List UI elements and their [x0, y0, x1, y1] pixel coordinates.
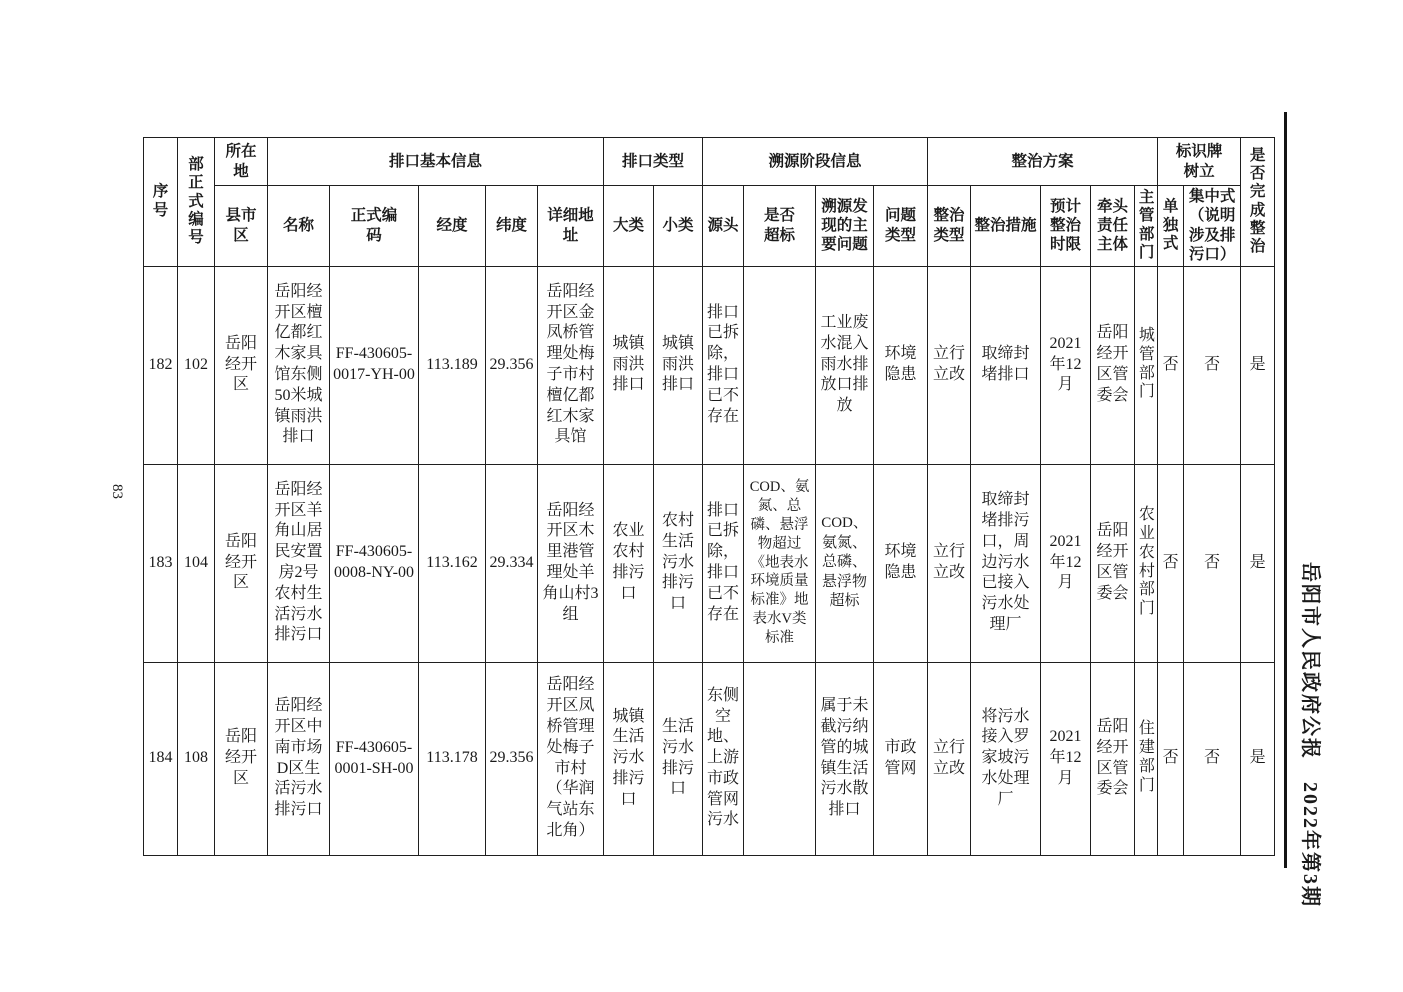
cell-official-code: FF-430605-0008-NY-00 — [330, 464, 419, 662]
cell-longitude: 113.189 — [419, 266, 486, 464]
header-standalone: 单独式 — [1158, 186, 1184, 267]
cell-ministry-code: 104 — [178, 464, 215, 662]
cell-standalone: 否 — [1158, 266, 1184, 464]
header-outlet-type: 排口类型 — [604, 138, 703, 186]
cell-latitude: 29.334 — [486, 464, 538, 662]
cell-main-problem: 属于未截污纳管的城镇生活污水散排口 — [816, 662, 874, 855]
header-major-class: 大类 — [604, 186, 654, 267]
cell-county: 岳阳经开区 — [215, 662, 268, 855]
cell-expected-deadline: 2021年12月 — [1041, 464, 1091, 662]
header-exceed-standard: 是否超标 — [744, 186, 816, 267]
cell-serial: 182 — [144, 266, 178, 464]
header-main-problem: 溯源发现的主要问题 — [816, 186, 874, 267]
cell-remediation-type: 立行立改 — [928, 662, 971, 855]
cell-major-class: 农业农村排污口 — [604, 464, 654, 662]
header-outlet-basic-info: 排口基本信息 — [268, 138, 604, 186]
header-competent-dept: 主管部门 — [1135, 186, 1158, 267]
header-minor-class: 小类 — [654, 186, 703, 267]
cell-main-problem: COD、氨氮、总磷、悬浮物超标 — [816, 464, 874, 662]
cell-exceed-standard — [744, 662, 816, 855]
cell-serial: 184 — [144, 662, 178, 855]
cell-expected-deadline: 2021年12月 — [1041, 266, 1091, 464]
cell-remediation-type: 立行立改 — [928, 266, 971, 464]
header-tracing-stage-info: 溯源阶段信息 — [703, 138, 928, 186]
cell-completed: 是 — [1241, 662, 1275, 855]
cell-expected-deadline: 2021年12月 — [1041, 662, 1091, 855]
cell-name: 岳阳经开区中南市场D区生活污水排污口 — [268, 662, 330, 855]
header-remediation-plan: 整治方案 — [928, 138, 1158, 186]
cell-centralized: 否 — [1184, 266, 1241, 464]
cell-centralized: 否 — [1184, 464, 1241, 662]
cell-ministry-code: 108 — [178, 662, 215, 855]
cell-address: 岳阳经开区凤桥管理处梅子市村（华润气站东北角） — [538, 662, 604, 855]
header-serial: 序号 — [144, 138, 178, 267]
cell-ministry-code: 102 — [178, 266, 215, 464]
cell-remediation-measures: 将污水接入罗家坡污水处理厂 — [971, 662, 1041, 855]
header-address: 详细地址 — [538, 186, 604, 267]
header-sign-setup: 标识牌树立 — [1158, 138, 1241, 186]
cell-county: 岳阳经开区 — [215, 464, 268, 662]
cell-problem-type: 市政管网 — [874, 662, 928, 855]
side-divider-line — [1284, 112, 1287, 868]
cell-minor-class: 城镇雨洪排口 — [654, 266, 703, 464]
cell-minor-class: 农村生活污水排污口 — [654, 464, 703, 662]
cell-problem-type: 环境隐患 — [874, 266, 928, 464]
cell-standalone: 否 — [1158, 662, 1184, 855]
cell-lead-entity: 岳阳经开区管委会 — [1091, 464, 1135, 662]
table-row — [144, 662, 1275, 855]
header-county: 县市区 — [215, 186, 268, 267]
header-source: 源头 — [703, 186, 744, 267]
cell-remediation-measures: 取缔封堵排口 — [971, 266, 1041, 464]
header-official-code: 正式编码 — [330, 186, 419, 267]
cell-name: 岳阳经开区檀亿都红木家具馆东侧50米城镇雨洪排口 — [268, 266, 330, 464]
cell-address: 岳阳经开区木里港管理处羊角山村3组 — [538, 464, 604, 662]
header-remediation-completed: 是否完成整治 — [1241, 138, 1275, 267]
cell-major-class: 城镇生活污水排污口 — [604, 662, 654, 855]
header-location: 所在地 — [215, 138, 268, 186]
header-problem-type: 问题类型 — [874, 186, 928, 267]
header-name: 名称 — [268, 186, 330, 267]
outlet-remediation-table — [143, 137, 1275, 856]
table-row — [144, 266, 1275, 464]
header-longitude: 经度 — [419, 186, 486, 267]
cell-source: 排口已拆除，排口已不存在 — [703, 464, 744, 662]
cell-minor-class: 生活污水排污口 — [654, 662, 703, 855]
header-centralized: 集中式（说明涉及排污口） — [1184, 186, 1241, 267]
cell-competent-dept: 城管部门 — [1135, 266, 1158, 464]
cell-completed: 是 — [1241, 464, 1275, 662]
cell-serial: 183 — [144, 464, 178, 662]
cell-remediation-measures: 取缔封堵排污口，周边污水已接入污水处理厂 — [971, 464, 1041, 662]
cell-county: 岳阳经开区 — [215, 266, 268, 464]
header-expected-deadline: 预计整治时限 — [1041, 186, 1091, 267]
cell-exceed-standard: COD、氨氮、总磷、悬浮物超过《地表水环境质量标准》地表水V类标准 — [744, 464, 816, 662]
cell-longitude: 113.162 — [419, 464, 486, 662]
cell-longitude: 113.178 — [419, 662, 486, 855]
cell-latitude: 29.356 — [486, 662, 538, 855]
header-latitude: 纬度 — [486, 186, 538, 267]
header-ministry-code: 部正式编号 — [178, 138, 215, 267]
cell-official-code: FF-430605-0001-SH-00 — [330, 662, 419, 855]
header-remediation-type: 整治类型 — [928, 186, 971, 267]
gazette-side-caption: 岳阳市人民政府公报 2022年第3期 — [1299, 562, 1321, 908]
cell-centralized: 否 — [1184, 662, 1241, 855]
page-number: 83 — [109, 484, 125, 499]
cell-name: 岳阳经开区羊角山居民安置房2号农村生活污水排污口 — [268, 464, 330, 662]
cell-lead-entity: 岳阳经开区管委会 — [1091, 662, 1135, 855]
cell-remediation-type: 立行立改 — [928, 464, 971, 662]
cell-standalone: 否 — [1158, 464, 1184, 662]
header-remediation-measures: 整治措施 — [971, 186, 1041, 267]
header-lead-entity: 牵头责任主体 — [1091, 186, 1135, 267]
cell-source: 东侧空地、上游市政管网污水 — [703, 662, 744, 855]
cell-latitude: 29.356 — [486, 266, 538, 464]
cell-competent-dept: 住建部门 — [1135, 662, 1158, 855]
cell-address: 岳阳经开区金凤桥管理处梅子市村檀亿都红木家具馆 — [538, 266, 604, 464]
cell-source: 排口已拆除，排口已不存在 — [703, 266, 744, 464]
cell-competent-dept: 农业农村部门 — [1135, 464, 1158, 662]
cell-major-class: 城镇雨洪排口 — [604, 266, 654, 464]
cell-completed: 是 — [1241, 266, 1275, 464]
table-row — [144, 464, 1275, 662]
cell-lead-entity: 岳阳经开区管委会 — [1091, 266, 1135, 464]
cell-problem-type: 环境隐患 — [874, 464, 928, 662]
cell-official-code: FF-430605-0017-YH-00 — [330, 266, 419, 464]
cell-exceed-standard — [744, 266, 816, 464]
cell-main-problem: 工业废水混入雨水排放口排放 — [816, 266, 874, 464]
